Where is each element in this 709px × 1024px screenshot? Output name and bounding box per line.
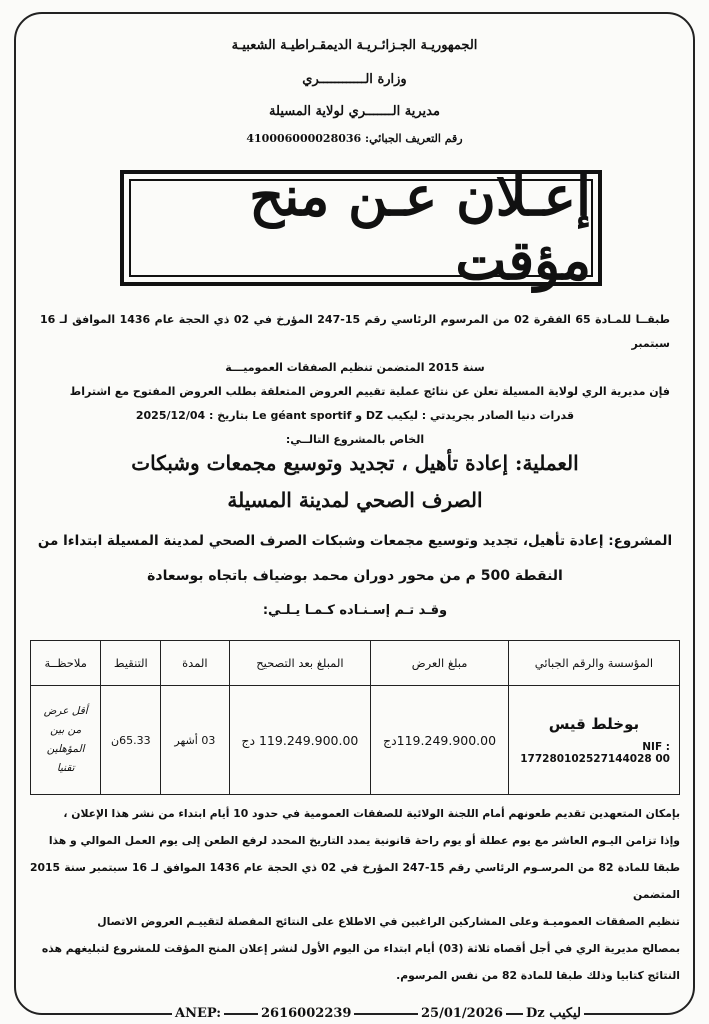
closing-line-6: النتائج كتابيا وذلك طبقا للمادة 82 من نفس المرسوم. bbox=[396, 969, 680, 982]
closing-line-5: بمصالح مديرية الري في أجل أقصاه ثلاثة (03) أيام ابتداء من اليوم الأول لنشر إعلان المنح المؤقت للمشروع لتبليغهم هذه bbox=[41, 942, 680, 955]
publication-date: 25/01/2026 bbox=[418, 1006, 506, 1021]
closing-line-1: بإمكان المتعهدين تقديم طعونهم أمام اللجنة الولائية للصفقات العمومية في حدود 10 أيام ابتداء من نشر هذا الإعلان ، bbox=[63, 807, 680, 820]
table-header-row bbox=[31, 641, 680, 686]
cell-corrected-amount: 119.249.900.00 دج bbox=[229, 686, 371, 795]
intro-line-2: سنة 2015 المتضمن تنظيم الصفقات العموميـــة bbox=[225, 361, 485, 374]
title-box bbox=[120, 164, 602, 292]
intro-line-5: الخاص بالمشروع التالــي: bbox=[285, 433, 425, 446]
project-line-1: المشروع: إعادة تأهيل، تجديد وتوسيع مجمعات وشبكات الصرف الصحي لمدينة المسيلة ابتداءا من bbox=[37, 533, 673, 549]
intro-line-4: قدرات دنيا الصادر بجريدتي : ليكيب DZ و Le géant sportif بتاريخ : 2025/12/04 bbox=[135, 409, 575, 422]
tax-id-label: رقم التعريف الجبائي: bbox=[365, 132, 463, 145]
title-box-inner bbox=[129, 164, 593, 292]
project-line-2: النقطة 500 م من محور دوران محمد بوضياف باتجاه بوسعادة bbox=[147, 568, 563, 584]
header-duration: المدة bbox=[161, 641, 229, 686]
anep-number: 2616002239 bbox=[258, 1006, 354, 1021]
cell-duration: 03 أشهر bbox=[161, 686, 229, 795]
results-table bbox=[30, 640, 680, 795]
operation-line-1: العملية: إعادة تأهيل ، تجديد وتوسيع مجمعات وشبكات bbox=[131, 451, 579, 475]
cell-offer-amount: 119.249.900.00دج bbox=[371, 686, 509, 795]
closing-line-2: وإذا تزامن اليـوم العاشر مع يوم عطلة أو يوم راحة قانونية يمدد التاريخ المحدد لرفع الطعن إلى يوم العمل الموالي و هذا bbox=[48, 834, 680, 847]
newspaper-name: Dz ليكيب bbox=[523, 1006, 584, 1021]
republic-heading: الجمهوريـة الجـزائـريـة الديمقـراطيـة الشعبيـة bbox=[231, 38, 478, 53]
tax-id-value: 410006000028036 bbox=[246, 132, 362, 145]
header-corrected-amount: المبلغ بعد التصحيح bbox=[229, 641, 371, 686]
project-line-3: وقـد تـم إسـنـاده كـمـا يـلـي: bbox=[262, 603, 448, 618]
cell-company bbox=[508, 686, 679, 795]
tax-id-line bbox=[0, 132, 709, 145]
footer bbox=[0, 1006, 709, 1024]
anep-label: ANEP: bbox=[172, 1006, 224, 1021]
company-name: بوخلط قيس bbox=[548, 715, 640, 733]
ministry-heading: وزارة الــــــــــــري bbox=[302, 72, 407, 87]
intro-line-1: طبقــا للمـادة 65 الفقرة 02 من المرسوم الرئاسي رقم 15-247 المؤرخ في 02 ذي الحجة عام 1436 الموافق لـ 16 سبتمبر bbox=[40, 313, 670, 350]
directorate-heading: مديرية الـــــــري لولاية المسيلة bbox=[269, 104, 440, 119]
closing-line-4: تنظيم الصفقات العموميـة وعلى المشاركين الراغبين في الاطلاع على النتائج المفصلة لتقييـم العروض الاتصال bbox=[97, 915, 680, 928]
cell-notes: أقل عرض من بين المؤهلين تقنيا bbox=[31, 686, 101, 795]
nif-value: 177280102527144028 00 bbox=[520, 753, 670, 765]
operation-line-2: الصرف الصحي لمدينة المسيلة bbox=[227, 488, 483, 512]
closing-paragraph bbox=[30, 800, 680, 989]
nif-label: NIF : bbox=[642, 741, 670, 753]
intro-line-3: فإن مديرية الري لولاية المسيلة تعلن عن نتائج عملية تقييم العروض المتعلقة بطلب العروض المفتوح مع اشتراط bbox=[69, 385, 670, 398]
header-company: المؤسسة والرقم الجبائي bbox=[508, 641, 679, 686]
announcement-title: إعـلان عـن منح مؤقت bbox=[249, 164, 591, 292]
header-score: التنقيط bbox=[101, 641, 161, 686]
closing-line-3: طبقا للمادة 82 من المرسـوم الرئاسي رقم 15-247 المؤرخ في 02 ذي الحجة عام 1436 الموافق لـ 16 سبتمبر سنة 2015 المتضمن bbox=[30, 861, 680, 901]
header-notes: ملاحظــة bbox=[31, 641, 101, 686]
header-offer-amount: مبلغ العرض bbox=[371, 641, 509, 686]
cell-score: 65.33ن bbox=[101, 686, 161, 795]
table-row bbox=[31, 686, 680, 795]
intro-paragraph bbox=[40, 308, 670, 452]
